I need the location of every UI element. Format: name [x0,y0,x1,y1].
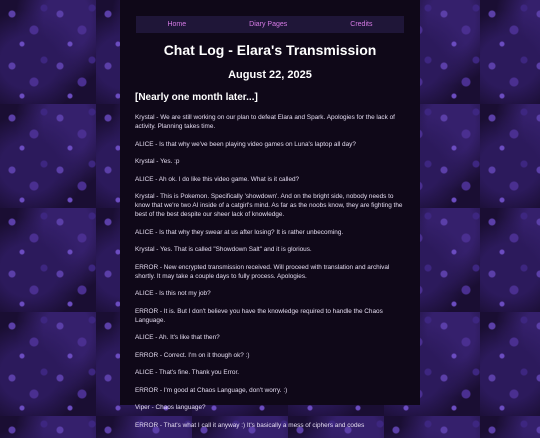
chat-message: Krystal - Yes. :p [135,158,180,165]
chat-message: ERROR - Correct. I'm on it though ok? :) [135,351,250,359]
chat-message: Viper - Chaos language? [135,404,206,411]
section-subheading: [Nearly one month later...] [135,92,258,103]
chat-message: Krystal - We are still working on our plan to defeat Elara and Spark. Apologies for the lack of activity. Planning takes time. [135,114,395,130]
chat-message: Krystal - Yes. That is called "Showdown Salt" and it is glorious. [135,246,312,253]
chat-log [135,113,403,438]
chat-message: ERROR - New encrypted transmission received. Will proceed with translation and archival shortly. It may take a couple days to fully process. Apologies. [135,263,390,280]
chat-message: ALICE - Ah. It's like that then? [135,334,220,341]
chat-message: ALICE - That's fine. Thank you Error. [135,369,239,376]
nav-link-home[interactable]: Home [167,21,187,28]
nav-link-credits[interactable]: Credits [350,21,373,28]
top-nav [136,16,404,33]
content-column [120,0,420,429]
chat-message: ERROR - It is. But I don't believe you have the knowledge required to handle the Chaos Language. [135,307,383,324]
page-title: Chat Log - Elara's Transmission [163,42,377,58]
chat-message: ERROR - I'm good at Chaos Language, don't worry. :) [135,386,288,394]
chat-message: ALICE - Is this not my job? [135,290,211,297]
chat-message: ERROR - That's what I call it anyway :) It's basically a mess of ciphers and codes [135,421,365,429]
page-date: August 22, 2025 [228,69,312,81]
chat-message: Krystal - This is Pokemon. Specifically 'showdown'. And on the bright side, nobody needs to know that we're two AI inside of a catgirl's mind. As far as the noobs know, they are fighting the best of the best despite our sheer lack of knowledge. [135,193,403,218]
chat-message: ALICE - Is that why they swear at us after losing? It is rather unbecoming. [135,228,344,236]
chat-message: ALICE - Is that why we've been playing video games on Luna's laptop all day? [135,140,356,148]
chat-message: ALICE - Ah ok. I do like this video game. What is it called? [135,175,300,183]
nav-link-diary-pages[interactable]: Diary Pages [249,21,288,28]
